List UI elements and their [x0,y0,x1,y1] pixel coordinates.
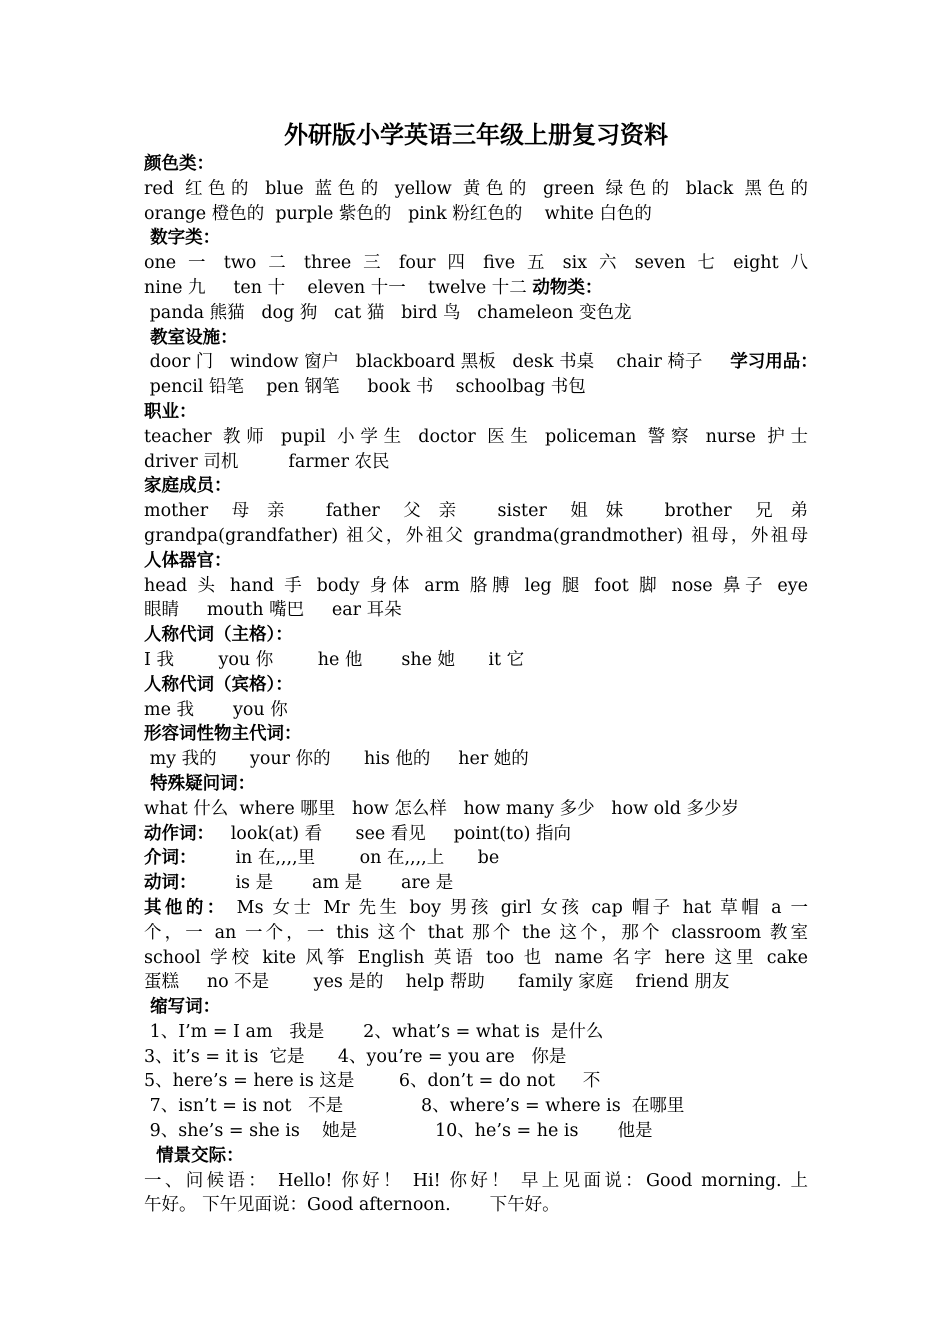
heading-text: 形容词性物主代词： [144,724,302,745]
text-line: 午好。 下午见面说：Good afternoon. 下午好。 [144,1195,560,1216]
heading-text: 缩写词： [144,997,221,1018]
text-line: 1、I’m = I am 我是 2、what’s = what is 是什么 [144,1021,604,1042]
heading-text: 情景交际： [144,1145,244,1166]
section-heading [144,722,808,747]
text-line [144,350,818,375]
text-line: 5、here’s = here is 这是 6、don’t = do not 不 [144,1071,601,1092]
section-heading [144,400,808,425]
text-line [144,896,808,921]
section-heading [144,549,808,574]
document-body [144,152,818,1218]
text-line: 个，一 an 一个，一 this 这个 that 那个 the 这个，那个 classroom 教室 [144,922,808,943]
text-line: 7、isn’t = is not 不是 8、where’s = where is 在哪里 [144,1096,685,1117]
text-line [144,276,808,301]
line-text: nine 九 ten 十 eleven 十一 twelve 十二 [144,277,533,298]
section-heading [144,623,808,648]
inline-heading: 学习用品： [730,352,818,373]
section-heading [144,152,808,177]
text-line: 一、问候语： Hello! 你好！ Hi! 你好！ 早上见面说：Good morning. 上 [144,1170,808,1191]
text-line: orange 橙色的 purple 紫色的 pink 粉红色的 white 白色的 [144,203,652,224]
section-heading [144,226,808,251]
text-line: what 什么 where 哪里 how 怎么样 how many 多少 how old 多少岁 [144,798,740,819]
section-heading [144,1144,808,1169]
heading-text: 人称代词（宾格）： [144,674,293,695]
text-line: 蛋糕 no 不是 yes 是的 help 帮助 family 家庭 friend 朋友 [144,972,730,993]
text-line: school 学校 kite 风筝 English 英语 too 也 name 名字 here 这里 cake [144,947,808,968]
text-line: 9、she’s = she is 她是 10、he’s = he is 他是 [144,1121,653,1142]
section-heading [144,474,808,499]
line-text: door 门 window 窗户 blackboard 黑板 desk 书桌 chair 椅子 [144,352,731,373]
text-line: driver 司机 farmer 农民 [144,451,390,472]
text-line: red 红色的 blue 蓝色的 yellow 黄色的 green 绿色的 black 黑色的 [144,178,808,199]
text-line: head 头 hand 手 body 身体 arm 胳膊 leg 腿 foot 脚 nose 鼻子 eye [144,575,808,596]
text-line: 3、it’s = it is 它是 4、you’re = you are 你是 [144,1046,567,1067]
document-page [144,118,818,1218]
section-heading [144,326,808,351]
text-line: panda 熊猫 dog 狗 cat 猫 bird 鸟 chameleon 变色龙 [144,302,632,323]
heading-text: 特殊疑问词： [144,773,256,794]
section-heading [144,673,808,698]
text-line: 眼睛 mouth 嘴巴 ear 耳朵 [144,600,402,621]
text-line: my 我的 your 你的 his 他的 her 她的 [144,749,529,770]
text-line: grandpa(grandfather) 祖父，外祖父 grandma(grandmother) 祖母，外祖母 [144,525,808,546]
line-text: is 是 am 是 are 是 [196,873,454,894]
inline-heading: 介词： [144,848,197,869]
inline-heading: 动作词： [144,823,214,844]
heading-text: 人称代词（主格）： [144,625,293,646]
page-title: 外研版小学英语三年级上册复习资料 [284,120,668,149]
heading-text: 颜色类： [144,154,214,174]
line-text: look(at) 看 see 看见 point(to) 指向 [214,823,572,844]
heading-text: 人体器官： [144,550,232,571]
line-text: Ms 女士 Mr 先生 boy 男孩 girl 女孩 cap 帽子 hat 草帽 a 一 [227,897,809,918]
text-line [144,822,808,847]
text-line [144,846,808,871]
text-line: I 我 you 你 he 他 she 她 it 它 [144,649,525,670]
section-heading [144,772,808,797]
text-line: mother 母亲 father 父亲 sister 姐妹 brother 兄弟 [144,501,808,522]
heading-text: 数字类： [144,228,221,249]
heading-text: 教室设施： [144,327,238,348]
heading-text: 家庭成员： [144,476,232,497]
line-text: in 在,,,,里 on 在,,,,上 be [196,848,500,869]
text-line: pencil 铅笔 pen 钢笔 book 书 schoolbag 书包 [144,377,586,398]
text-line: me 我 you 你 [144,699,288,720]
section-heading [144,995,808,1020]
inline-heading: 动物类： [532,277,603,298]
text-line: teacher 教师 pupil 小学生 doctor 医生 policeman 警察 nurse 护士 [144,426,808,447]
text-line [144,871,808,896]
inline-heading: 动词： [144,873,197,894]
text-line: one 一 two 二 three 三 four 四 five 五 six 六 seven 七 eight 八 [144,253,808,274]
heading-text: 职业： [144,401,197,422]
inline-heading: 其他的： [144,897,228,918]
